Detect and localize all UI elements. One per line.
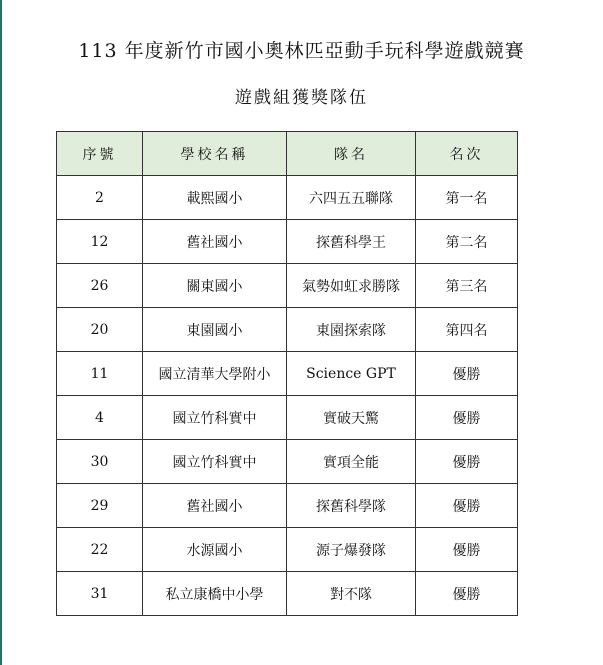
cell-number: 12 bbox=[57, 220, 143, 264]
table-row bbox=[57, 396, 518, 440]
cell-rank: 第一名 bbox=[416, 176, 518, 220]
table-row bbox=[57, 308, 518, 352]
cell-school: 水源國小 bbox=[143, 528, 287, 572]
page-subtitle: 遊戲組獲獎隊伍 bbox=[235, 88, 368, 108]
cell-team: 實項全能 bbox=[287, 440, 416, 484]
header-school-name: 學校名稱 bbox=[143, 132, 287, 176]
header-team-name: 隊名 bbox=[287, 132, 416, 176]
cell-number: 20 bbox=[57, 308, 143, 352]
cell-team: 六四五五聯隊 bbox=[287, 176, 416, 220]
cell-number: 31 bbox=[57, 572, 143, 616]
cell-team: 探舊科學王 bbox=[287, 220, 416, 264]
table-row bbox=[57, 572, 518, 616]
cell-rank: 優勝 bbox=[416, 396, 518, 440]
cell-school: 國立竹科實中 bbox=[143, 440, 287, 484]
cell-number: 2 bbox=[57, 176, 143, 220]
cell-number: 29 bbox=[57, 484, 143, 528]
cell-team: Science GPT bbox=[287, 352, 416, 396]
cell-number: 26 bbox=[57, 264, 143, 308]
cell-team: 源子爆發隊 bbox=[287, 528, 416, 572]
cell-rank: 優勝 bbox=[416, 440, 518, 484]
table-row bbox=[57, 528, 518, 572]
table-row bbox=[57, 440, 518, 484]
table-row bbox=[57, 220, 518, 264]
cell-school: 國立竹科實中 bbox=[143, 396, 287, 440]
page-title: 113 年度新竹市國小奧林匹亞動手玩科學遊戲競賽 bbox=[78, 40, 525, 62]
cell-team: 對不隊 bbox=[287, 572, 416, 616]
table-row bbox=[57, 264, 518, 308]
cell-rank: 第三名 bbox=[416, 264, 518, 308]
header-rank: 名次 bbox=[416, 132, 518, 176]
table-row bbox=[57, 176, 518, 220]
cell-number: 4 bbox=[57, 396, 143, 440]
cell-team: 氣勢如虹求勝隊 bbox=[287, 264, 416, 308]
cell-rank: 優勝 bbox=[416, 528, 518, 572]
cell-team: 探舊科學隊 bbox=[287, 484, 416, 528]
cell-team: 東園探索隊 bbox=[287, 308, 416, 352]
cell-number: 22 bbox=[57, 528, 143, 572]
cell-school: 載熙國小 bbox=[143, 176, 287, 220]
cell-rank: 第四名 bbox=[416, 308, 518, 352]
cell-school: 私立康橋中小學 bbox=[143, 572, 287, 616]
cell-school: 東園國小 bbox=[143, 308, 287, 352]
header-number: 序號 bbox=[57, 132, 143, 176]
cell-rank: 第二名 bbox=[416, 220, 518, 264]
award-table bbox=[56, 131, 518, 616]
table-header-row bbox=[57, 132, 518, 176]
cell-school: 舊社國小 bbox=[143, 220, 287, 264]
table-row bbox=[57, 484, 518, 528]
cell-rank: 優勝 bbox=[416, 572, 518, 616]
cell-number: 11 bbox=[57, 352, 143, 396]
cell-rank: 優勝 bbox=[416, 484, 518, 528]
cell-rank: 優勝 bbox=[416, 352, 518, 396]
cell-school: 國立清華大學附小 bbox=[143, 352, 287, 396]
cell-school: 關東國小 bbox=[143, 264, 287, 308]
cell-team: 實破天驚 bbox=[287, 396, 416, 440]
cell-school: 舊社國小 bbox=[143, 484, 287, 528]
cell-number: 30 bbox=[57, 440, 143, 484]
table-row bbox=[57, 352, 518, 396]
